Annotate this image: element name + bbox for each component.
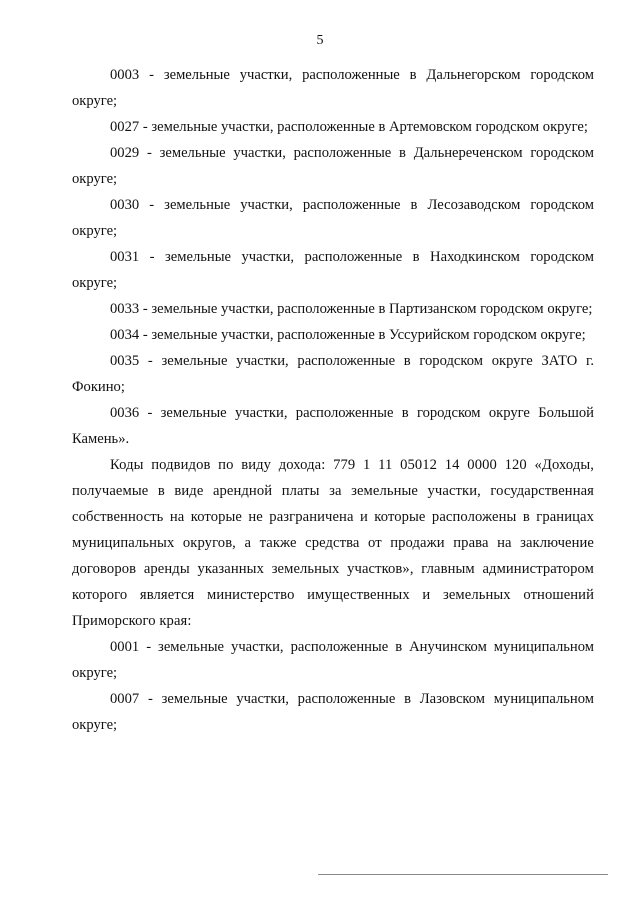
paragraph-income-codes-intro: Коды подвидов по виду дохода: 779 1 11 05012 14 0000 120 «Доходы, получаемые в виде арендной платы за земельные участки, государственная собственность на которые не разграничена и которые расположены в границах муниципальных округов, а также средства от продажи права на заключение договоров аренды указанных земельных участков», главным администратором которого является министерство имущественных и земельных отношений Приморского края: (72, 457, 594, 629)
document-body (72, 62, 594, 738)
paragraph-code-0034: 0034 - земельные участки, расположенные в Уссурийском городском округе; (110, 327, 586, 343)
paragraph-code-0033: 0033 - земельные участки, расположенные в Партизанском городском округе; (110, 301, 593, 317)
footer-rule (318, 874, 608, 875)
paragraph-code-0029: 0029 - земельные участки, расположенные в Дальнереченском городском округе; (72, 145, 594, 187)
page-number: 5 (316, 33, 324, 48)
paragraph-code-0030: 0030 - земельные участки, расположенные в Лесозаводском городском округе; (72, 197, 594, 239)
paragraph-code-0031: 0031 - земельные участки, расположенные в Находкинском городском округе; (72, 249, 594, 291)
paragraph-code-0035: 0035 - земельные участки, расположенные в городском округе ЗАТО г. Фокино; (72, 353, 594, 395)
paragraph-code-0003: 0003 - земельные участки, расположенные в Дальнегорском городском округе; (72, 67, 594, 109)
paragraph-code-0001: 0001 - земельные участки, расположенные в Анучинском муниципальном округе; (72, 639, 594, 681)
paragraph-code-0027: 0027 - земельные участки, расположенные в Артемовском городском округе; (110, 119, 588, 135)
paragraph-code-0036: 0036 - земельные участки, расположенные в городском округе Большой Камень». (72, 405, 594, 447)
paragraph-code-0007: 0007 - земельные участки, расположенные в Лазовском муниципальном округе; (72, 691, 594, 733)
